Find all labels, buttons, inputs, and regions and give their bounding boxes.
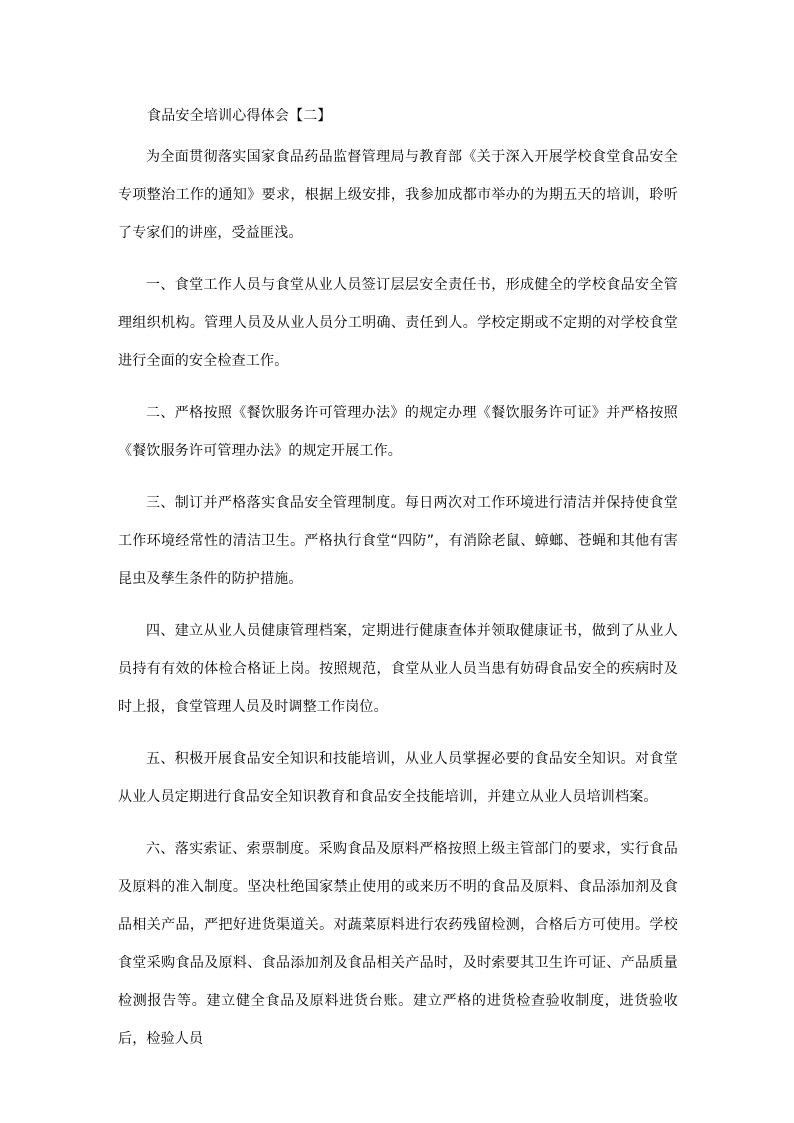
paragraph-four: 四、建立从业人员健康管理档案，定期进行健康查体并领取健康证书，做到了从业人员持有有效的体检合格证上岗。按照规范，食堂从业人员当患有妨碍食品安全的疾病时及时上报，食堂管理人员及时调整工作岗位。 <box>118 623 678 715</box>
paragraph-five: 五、积极开展食品安全知识和技能培训，从业人员掌握必要的食品安全知识。对食堂从业人员定期进行食品安全知识教育和食品安全技能培训，并建立从业人员培训档案。 <box>118 751 678 805</box>
paragraph-two: 二、严格按照《餐饮服务许可管理办法》的规定办理《餐饮服务许可证》并严格按照《餐饮服务许可管理办法》的规定开展工作。 <box>118 405 678 459</box>
document-title: 食品安全培训心得体会【二】 <box>147 108 332 124</box>
paragraph-one: 一、食堂工作人员与食堂从业人员签订层层安全责任书，形成健全的学校食品安全管理组织机构。管理人员及从业人员分工明确、责任到人。学校定期或不定期的对学校食堂进行全面的安全检查工作。 <box>118 277 678 369</box>
paragraph-three: 三、制订并严格落实食品安全管理制度。每日两次对工作环境进行清洁并保持使食堂工作环境经常性的清洁卫生。严格执行食堂“四防”，有消除老鼠、蟑螂、苍蝇和其他有害昆虫及孳生条件的防护措施。 <box>118 495 678 587</box>
paragraph-six: 六、落实索证、索票制度。采购食品及原料严格按照上级主管部门的要求，实行食品及原料的准入制度。坚决杜绝国家禁止使用的或来历不明的食品及原料、食品添加剂及食品相关产品，严把好进货渠道关。对蔬菜原料进行农药残留检测，合格后方可使用。学校食堂采购食品及原料、食品添加剂及食品相关产品时，及时索要其卫生许可证、产品质量检测报告等。建立健全食品及原料进货台账。建立严格的进货检查验收制度，进货验收后，检验人员 <box>118 841 678 1047</box>
intro-paragraph: 为全面贯彻落实国家食品药品监督管理局与教育部《关于深入开展学校食堂食品安全专项整治工作的通知》要求，根据上级安排，我参加成都市举办的为期五天的培训，聆听了专家们的讲座，受益匪浅。 <box>118 149 678 241</box>
document-body <box>118 104 678 1058</box>
